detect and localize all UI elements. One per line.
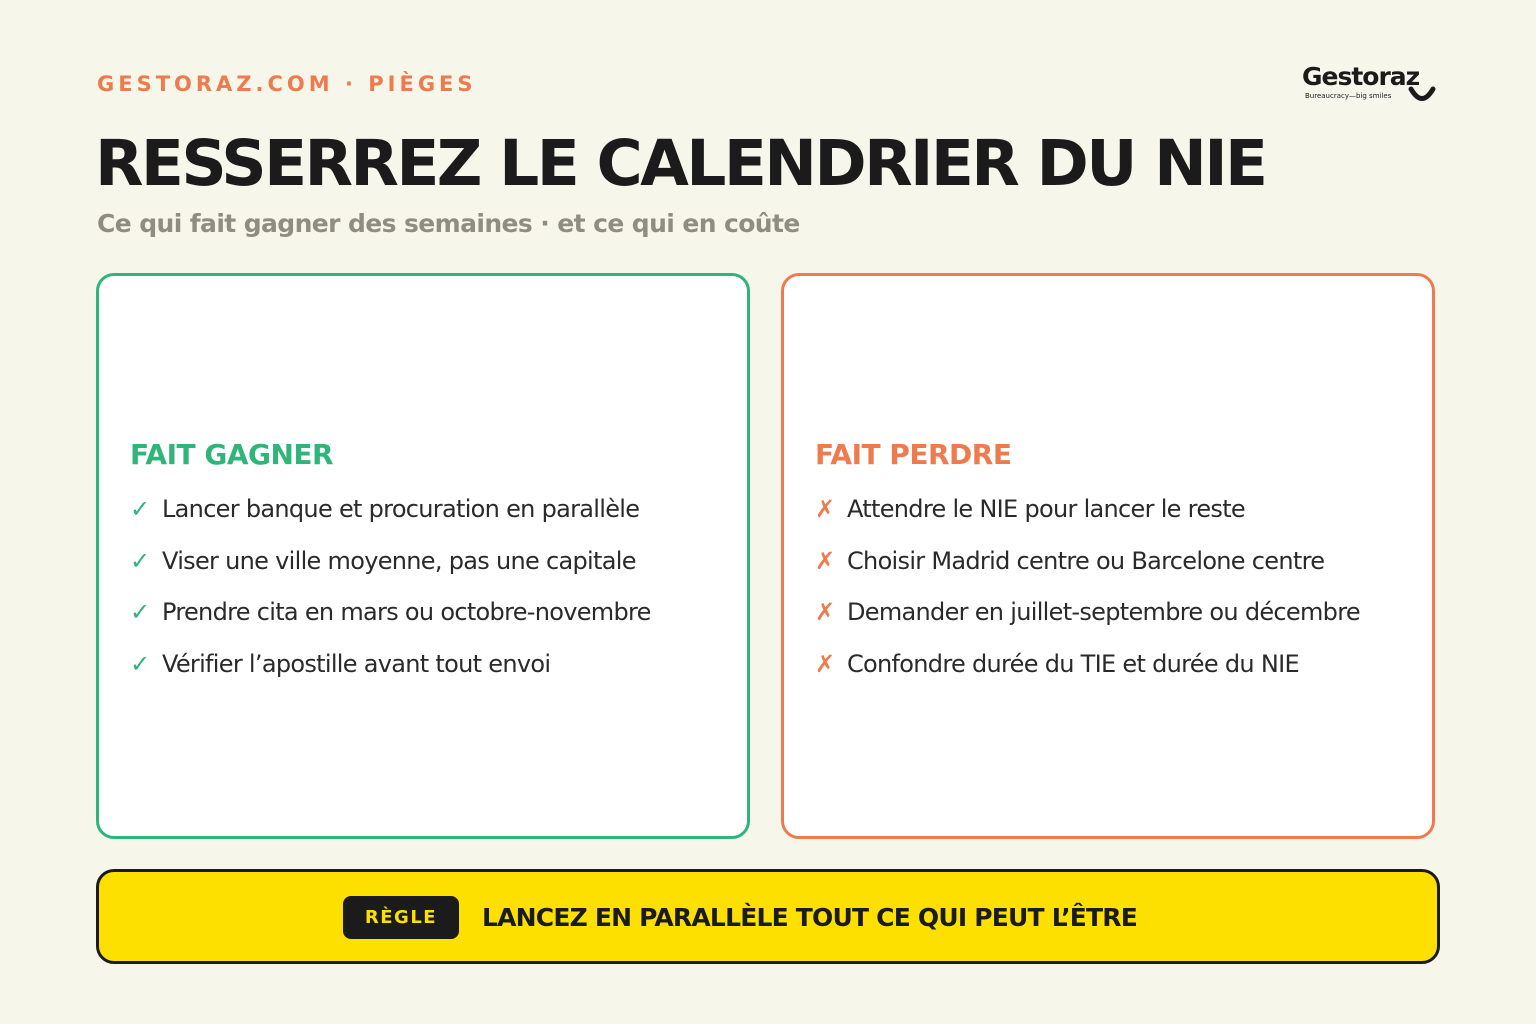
rule-text: LANCEZ EN PARALLÈLE TOUT CE QUI PEUT L’ÊTRE bbox=[482, 903, 1138, 932]
list-item-text: Vérifier l’apostille avant tout envoi bbox=[162, 649, 551, 678]
check-icon: ✓ bbox=[130, 546, 151, 575]
brand-tagline: Bureaucracy—big smiles bbox=[1305, 92, 1392, 100]
list-item-text: Demander en juillet-septembre ou décembre bbox=[847, 598, 1360, 626]
gain-list bbox=[130, 494, 651, 700]
kicker-label: GESTORAZ.COM · PIÈGES bbox=[97, 72, 477, 96]
cross-icon: ✗ bbox=[815, 546, 836, 575]
list-item-text: Confondre durée du TIE et durée du NIE bbox=[847, 649, 1299, 678]
loss-list bbox=[815, 494, 1360, 700]
list-item bbox=[130, 649, 651, 701]
list-item-text: Lancer banque et procuration en parallèle bbox=[162, 495, 640, 523]
cross-icon: ✗ bbox=[815, 598, 836, 626]
gain-card bbox=[96, 273, 750, 839]
gain-card-title: FAIT GAGNER bbox=[130, 438, 334, 471]
list-item bbox=[815, 649, 1360, 701]
check-icon: ✓ bbox=[130, 649, 151, 678]
list-item bbox=[130, 494, 651, 546]
check-icon: ✓ bbox=[130, 495, 151, 523]
list-item-text: Prendre cita en mars ou octobre-novembre bbox=[162, 598, 651, 626]
smile-icon bbox=[1408, 86, 1436, 104]
list-item bbox=[130, 546, 651, 598]
rule-banner bbox=[96, 869, 1440, 964]
brand-logo bbox=[1300, 62, 1442, 106]
check-icon: ✓ bbox=[130, 598, 151, 626]
list-item-text: Choisir Madrid centre ou Barcelone centre bbox=[847, 546, 1325, 575]
brand-name: Gestoraz bbox=[1302, 62, 1420, 91]
cross-icon: ✗ bbox=[815, 495, 836, 523]
rule-badge: RÈGLE bbox=[343, 896, 459, 939]
list-item-text: Attendre le NIE pour lancer le reste bbox=[847, 495, 1245, 523]
list-item bbox=[815, 546, 1360, 598]
cross-icon: ✗ bbox=[815, 649, 836, 678]
list-item bbox=[130, 597, 651, 649]
page-subtitle: Ce qui fait gagner des semaines · et ce qui en coûte bbox=[97, 209, 800, 238]
list-item bbox=[815, 494, 1360, 546]
list-item bbox=[815, 597, 1360, 649]
loss-card-title: FAIT PERDRE bbox=[815, 438, 1012, 471]
page-title: RESSERREZ LE CALENDRIER DU NIE bbox=[95, 127, 1266, 200]
list-item-text: Viser une ville moyenne, pas une capitale bbox=[162, 546, 636, 575]
loss-card bbox=[781, 273, 1435, 839]
